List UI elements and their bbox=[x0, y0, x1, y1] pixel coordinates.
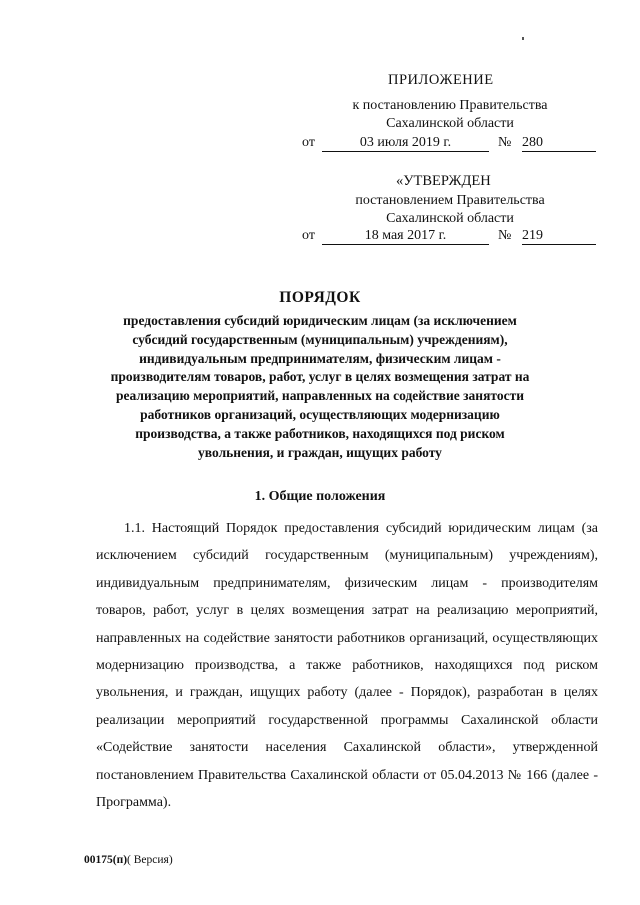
appendix-number-value: 280 bbox=[522, 135, 543, 150]
approved-date: 18 мая 2017 г. bbox=[322, 228, 489, 245]
approved-from-label: от bbox=[302, 228, 315, 243]
approved-number-value: 219 bbox=[522, 228, 543, 243]
footer-version: ( Версия) bbox=[127, 854, 173, 866]
appendix-title: ПРИЛОЖЕНИЕ bbox=[388, 72, 494, 88]
footer-code: 00175(п) bbox=[84, 854, 128, 866]
appendix-line-1: к постановлению Правительства bbox=[352, 98, 548, 113]
appendix-date-row bbox=[300, 135, 600, 153]
document-title: ПОРЯДОК bbox=[279, 289, 361, 306]
appendix-date: 03 июля 2019 г. bbox=[322, 135, 489, 152]
approved-number-sign: № bbox=[498, 228, 512, 243]
section-heading: 1. Общие положения bbox=[254, 489, 386, 504]
appendix-from-label: от bbox=[302, 135, 315, 150]
document-subtitle: предоставления субсидий юридическим лицам (за исключением субсидий государственным (муниципальным) учреждениям), индивидуальным предпринимателям, физическим лицам - производителям товаров, работ, услуг в целях возмещения затрат на реализацию мероприятий, направленных на содействие занятости работников организаций, осуществляющих модернизацию производства, а также работников, находящихся под риском увольнения, и граждан, ищущих работу bbox=[110, 313, 530, 460]
appendix-number bbox=[522, 135, 596, 152]
appendix-number-sign: № bbox=[498, 135, 512, 150]
approved-number bbox=[522, 228, 596, 245]
section-paragraph: 1.1. Настоящий Порядок предоставления субсидий юридическим лицам (за исключением субсидий государственным (муниципальным) учреждениям), индивидуальным предпринимателям, физическим лицам - производителям товаров, работ, услуг в целях возмещения затрат на реализацию мероприятий, направленных на содействие занятости работников организаций, осуществляющих модернизацию производства, а также работников, находящихся под риском увольнения, и граждан, ищущих работу (далее - Порядок), разработан в целях реализации мероприятий государственной программы Сахалинской области «Содействие занятости населения Сахалинской области», утвержденной постановлением Правительства Сахалинской области от 05.04.2013 № 166 (далее - Программа). bbox=[96, 521, 598, 811]
approved-date-row bbox=[300, 228, 600, 246]
scan-mark bbox=[522, 37, 524, 40]
approved-title: «УТВЕРЖДЕН bbox=[396, 173, 491, 189]
appendix-line-2: Сахалинской области bbox=[386, 116, 514, 131]
approved-line-2: Сахалинской области bbox=[386, 211, 514, 226]
footer bbox=[84, 854, 173, 866]
approved-line-1: постановлением Правительства bbox=[355, 193, 545, 208]
